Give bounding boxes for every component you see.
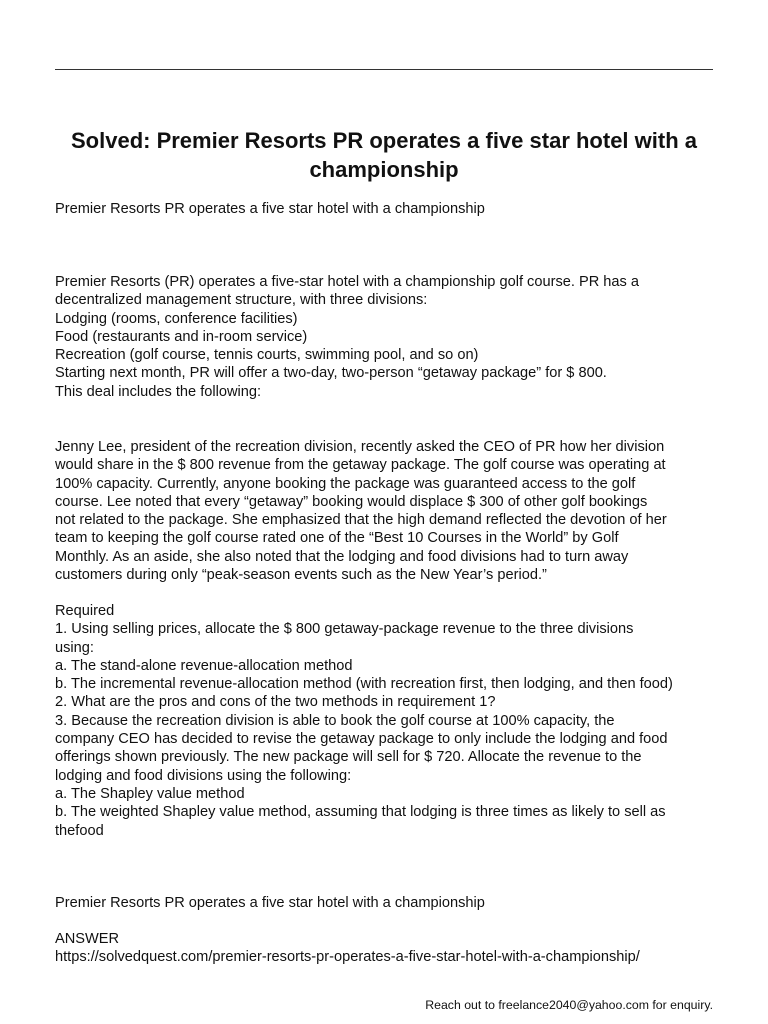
required-line: a. The stand-alone revenue-allocation method <box>55 657 353 674</box>
answer-link[interactable]: https://solvedquest.com/premier-resorts-pr-operates-a-five-star-hotel-with-a-championship/ <box>55 949 640 966</box>
required-line: using: <box>55 639 94 656</box>
required-line: 1. Using selling prices, allocate the $ 800 getaway-package revenue to the three divisions <box>55 621 634 638</box>
header-divider <box>55 69 713 70</box>
subtitle <box>55 200 725 218</box>
intro-line: decentralized management structure, with three divisions: <box>55 292 428 309</box>
required-heading: Required <box>55 603 115 619</box>
intro-paragraph <box>55 273 725 401</box>
story-line: Monthly. As an aside, she also noted that the lodging and food divisions had to turn away <box>55 548 629 565</box>
story-line: customers during only “peak-season events such as the New Year’s period.” <box>55 567 547 584</box>
intro-line: This deal includes the following: <box>55 383 262 400</box>
answer-label: ANSWER <box>55 931 120 947</box>
intro-line: Premier Resorts (PR) operates a five-star hotel with a championship golf course. PR has a <box>55 274 639 290</box>
intro-line: Food (restaurants and in-room service) <box>55 328 308 345</box>
subtitle-text: Premier Resorts PR operates a five star hotel with a championship <box>55 201 485 217</box>
repeated-subtitle-text: Premier Resorts PR operates a five star hotel with a championship <box>55 895 485 911</box>
required-line: lodging and food divisions using the following: <box>55 767 352 784</box>
story-paragraph <box>55 438 725 584</box>
story-line: not related to the package. She emphasized that the high demand reflected the devotion of her <box>55 512 667 529</box>
story-line: 100% capacity. Currently, anyone booking the package was guaranteed access to the golf <box>55 475 636 492</box>
answer-section <box>55 930 725 967</box>
story-line: course. Lee noted that every “getaway” booking would displace $ 300 of other golf bookings <box>55 493 648 510</box>
story-line: team to keeping the golf course rated one of the “Best 10 Courses in the World” by Golf <box>55 530 619 547</box>
required-line: a. The Shapley value method <box>55 785 245 802</box>
required-line: 3. Because the recreation division is able to book the golf course at 100% capacity, the <box>55 712 615 729</box>
intro-line: Starting next month, PR will offer a two-day, two-person “getaway package” for $ 800. <box>55 365 607 382</box>
required-line: thefood <box>55 822 104 839</box>
required-line: company CEO has decided to revise the getaway package to only include the lodging and food <box>55 731 668 748</box>
required-line: b. The weighted Shapley value method, assuming that lodging is three times as likely to sell as <box>55 804 666 821</box>
story-line: Jenny Lee, president of the recreation division, recently asked the CEO of PR how her division <box>55 439 665 455</box>
required-line: b. The incremental revenue-allocation method (with recreation first, then lodging, and then food) <box>55 676 673 693</box>
intro-line: Lodging (rooms, conference facilities) <box>55 310 298 327</box>
repeated-subtitle <box>55 894 725 912</box>
required-line: offerings shown previously. The new package will sell for $ 720. Allocate the revenue to the <box>55 749 642 766</box>
required-line: 2. What are the pros and cons of the two methods in requirement 1? <box>55 694 496 711</box>
page-title: Solved: Premier Resorts PR operates a five star hotel with a championship <box>71 128 697 182</box>
intro-line: Recreation (golf course, tennis courts, swimming pool, and so on) <box>55 347 479 364</box>
story-line: would share in the $ 800 revenue from the getaway package. The golf course was operating at <box>55 457 666 474</box>
footer-note: Reach out to freelance2040@yahoo.com for enquiry. <box>425 998 713 1012</box>
requirements-section <box>55 602 725 840</box>
